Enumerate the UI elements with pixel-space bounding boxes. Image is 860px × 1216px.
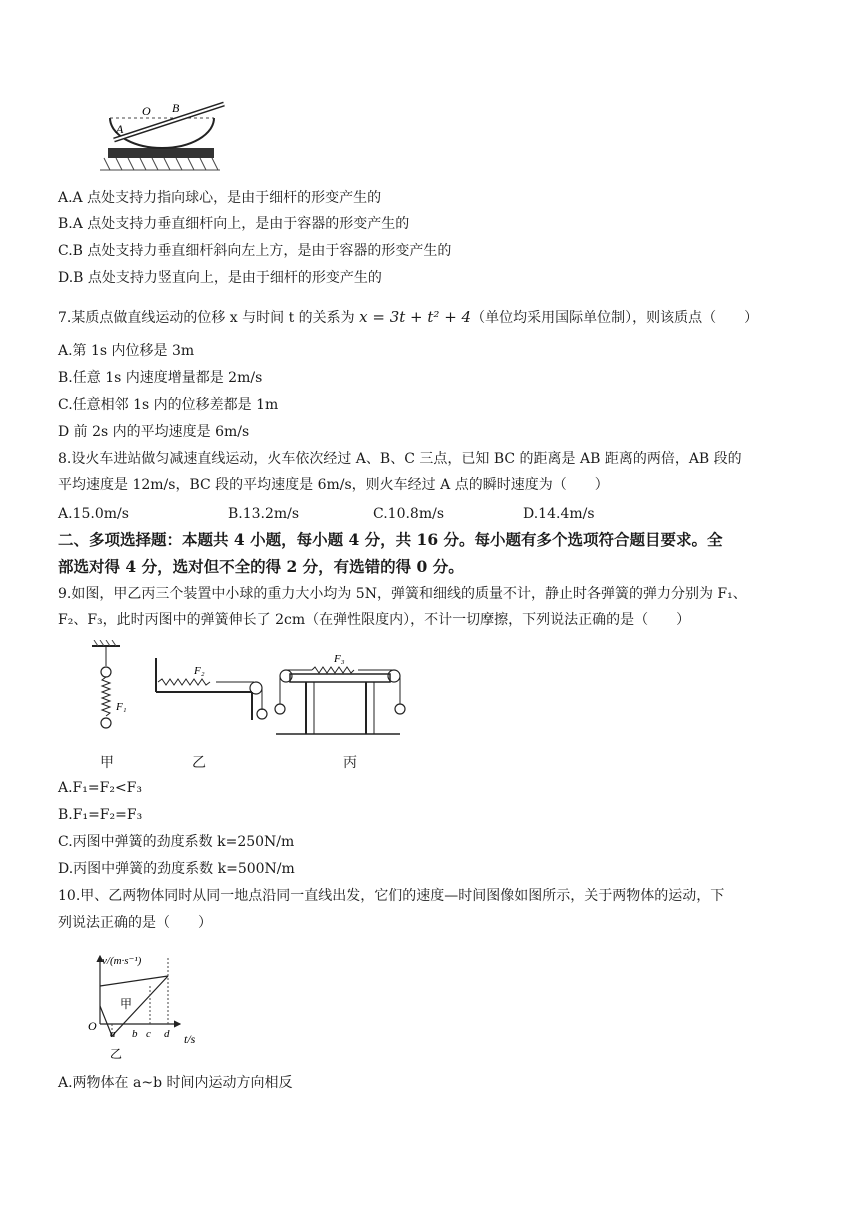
q8-option-b: B.13.2m/s [228,506,300,522]
spring-figures [80,640,420,750]
origin-label: O [88,1019,97,1033]
q6-option-a: A.A 点处支持力指向球心，是由于细杆的形变产生的 [58,190,382,206]
tick-d: d [164,1028,170,1040]
q7-option-c: C.任意相邻 1s 内的位移差都是 1m [58,397,279,413]
label-b: B [172,101,180,115]
q10-line2: 列说法正确的是（ ） [58,915,212,931]
q7-stem-pre: 7.某质点做直线运动的位移 x 与时间 t 的关系为 [58,310,360,326]
q8-line2: 平均速度是 12m/s，BC 段的平均速度是 6m/s，则火车经过 A 点的瞬时速度为（ ） [58,477,609,493]
caption-yi: 乙 [192,755,206,771]
x-axis-label: t/s [184,1032,196,1046]
label-o: O [142,104,151,118]
q6-option-c: C.B 点处支持力垂直细杆斜向左上方，是由于容器的形变产生的 [58,243,452,259]
q7-option-d: D 前 2s 内的平均速度是 6m/s [58,424,250,440]
q8-option-c: C.10.8m/s [373,506,445,522]
q7-stem-post: （单位均采用国际单位制），则该质点（ ） [471,310,759,326]
q9-option-b: B.F₁=F₂=F₃ [58,807,143,823]
tick-c: c [146,1028,151,1040]
caption-bing: 丙 [343,755,357,771]
label-f2: F₂ [194,665,205,677]
label-f3: F₃ [334,653,345,665]
q10-option-a: A.两物体在 a~b 时间内运动方向相反 [58,1075,293,1091]
caption-jia: 甲 [100,755,114,771]
series-jia-label: 甲 [120,997,133,1011]
series-yi-label: 乙 [110,1047,123,1061]
bowl-rod-figure [96,100,236,178]
q7-stem [58,308,758,327]
q7-option-b: B.任意 1s 内速度增量都是 2m/s [58,370,263,386]
q10-line1: 10.甲、乙两物体同时从同一地点沿同一直线出发，它们的速度—时间图像如图所示，关于两物体的运动，下 [58,888,725,904]
section2-line1: 二、多项选择题：本题共 4 小题，每小题 4 分，共 16 分。每小题有多个选项符合题目要求。全 [58,530,723,549]
q6-option-b: B.A 点处支持力垂直细杆向上，是由于容器的形变产生的 [58,216,410,232]
q9-option-d: D.丙图中弹簧的劲度系数 k=500N/m [58,861,295,877]
q8-option-d: D.14.4m/s [523,506,595,522]
q6-option-d: D.B 点处支持力竖直向上，是由于细杆的形变产生的 [58,270,382,286]
q9-line1: 9.如图，甲乙丙三个装置中小球的重力大小均为 5N，弹簧和细线的质量不计，静止时各弹簧的弹力分别为 F₁、 [58,586,747,602]
tick-b: b [132,1028,138,1040]
q9-option-a: A.F₁=F₂<F₃ [58,780,142,796]
tick-a: a [110,1028,116,1040]
q8-option-a: A.15.0m/s [58,506,129,522]
q9-option-c: C.丙图中弹簧的劲度系数 k=250N/m [58,834,295,850]
section2-line2: 部选对得 4 分，选对但不全的得 2 分，有选错的得 0 分。 [58,557,464,576]
y-axis-label: v/(m·s⁻¹) [102,955,142,967]
q7-option-a: A.第 1s 内位移是 3m [58,343,195,359]
series-jia-line [100,976,168,986]
q7-formula: x = 3t + t² + 4 [359,308,472,326]
label-f1: F₁ [116,701,127,713]
q9-line2: F₂、F₃，此时丙图中的弹簧伸长了 2cm（在弹性限度内），不计一切摩擦，下列说法正确的是（ ） [58,612,691,628]
q8-line1: 8.设火车进站做匀减速直线运动，火车依次经过 A、B、C 三点，已知 BC 的距离是 AB 距离的两倍，AB 段的 [58,451,742,467]
label-a: A [116,122,124,136]
velocity-time-graph [82,946,222,1064]
